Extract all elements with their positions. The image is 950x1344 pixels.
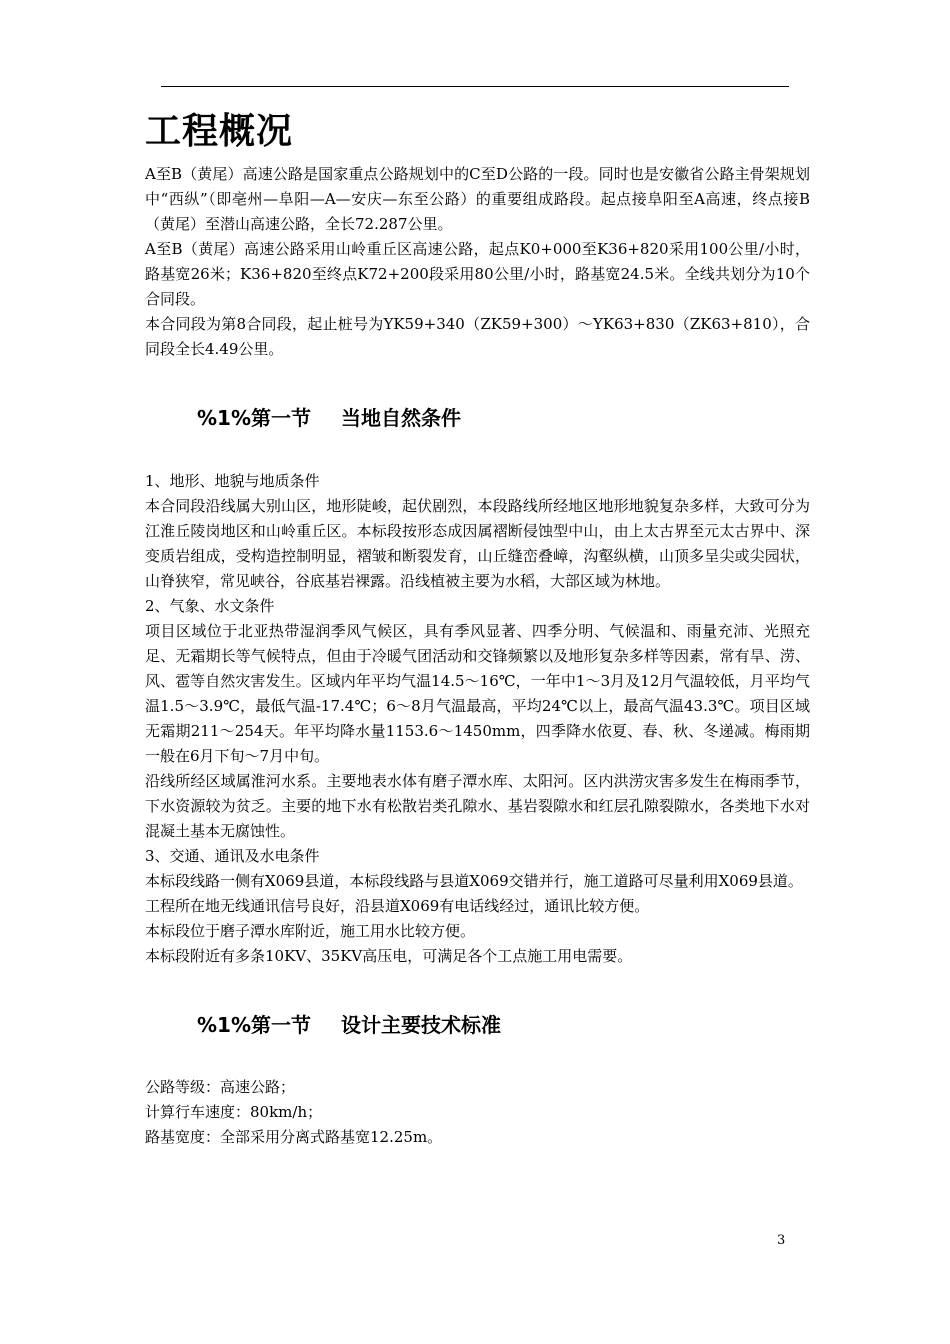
body-paragraph: 本标段线路一侧有X069县道，本标段线路与县道X069交错并行，施工道路可尽量利用X069县道。 — [145, 872, 803, 890]
page-content — [145, 106, 810, 1150]
intro-paragraph: A至B（黄尾）高速公路是国家重点公路规划中的C至D公路的一段。同时也是安徽省公路主骨架规划中“西纵”（即亳州—阜阳—A—安庆—东至公路）的重要组成路段。起点接阜阳至A高速，终点接B（黄尾）至潜山高速公路，全长72.287公里。 — [145, 165, 810, 233]
body-paragraph: 沿线所经区域属淮河水系。主要地表水体有磨子潭水库、太阳河。区内洪涝灾害多发生在梅雨季节，下水资源较为贫乏。主要的地下水有松散岩类孔隙水、基岩裂隙水和红层孔隙裂隙水，各类地下水对混凝土基本无腐蚀性。 — [145, 772, 810, 840]
intro-paragraph: A至B（黄尾）高速公路采用山岭重丘区高速公路，起点K0+000至K36+820采用100公里/小时，路基宽26米；K36+820至终点K72+200段采用80公里/小时，路基宽24.5米。全线共划分为10个合同段。 — [145, 240, 810, 308]
standard-item: 路基宽度：全部采用分离式路基宽12.25m。 — [145, 1128, 443, 1146]
header-rule — [161, 86, 789, 87]
section-title: 设计主要技术标准 — [341, 1013, 501, 1037]
standard-item: 公路等级：高速公路； — [145, 1078, 296, 1096]
section-number: %1%第一节 — [197, 406, 311, 430]
page-number: 3 — [777, 1233, 786, 1248]
section-heading-natural-conditions — [145, 403, 810, 433]
intro-paragraph: 本合同段为第8合同段，起止桩号为YK59+340（ZK59+300）～YK63+830（ZK63+810），合同段全长4.49公里。 — [145, 315, 810, 358]
body-paragraph: 本标段附近有多条10KV、35KV高压电，可满足各个工点施工用电需要。 — [145, 947, 633, 965]
body-paragraph: 本合同段沿线属大别山区，地形陡峻，起伏剧烈，本段路线所经地区地形地貌复杂多样，大致可分为江淮丘陵岗地区和山岭重丘区。本标段按形态成因属褶断侵蚀型中山，由上太古界至元太古界中、深变质岩组成，受构造控制明显，褶皱和断裂发育，山丘缝峦叠嶂，沟壑纵横，山顶多呈尖或尖园状，山脊狭窄，常见峡谷，谷底基岩裸露。沿线植被主要为水稻，大部区域为林地。 — [145, 497, 810, 590]
standard-item: 计算行车速度：80km/h； — [145, 1103, 323, 1121]
section-number: %1%第一节 — [197, 1013, 311, 1037]
subheading: 2、气象、水文条件 — [145, 597, 275, 615]
body-paragraph: 工程所在地无线通讯信号良好，沿县道X069有电话线经过，通讯比较方便。 — [145, 897, 650, 915]
subheading: 1、地形、地貌与地质条件 — [145, 472, 320, 490]
page-title: 工程概况 — [145, 111, 294, 152]
subheading: 3、交通、通讯及水电条件 — [145, 847, 320, 865]
section-title: 当地自然条件 — [341, 406, 461, 430]
section-heading-technical-standards — [145, 1010, 810, 1040]
body-paragraph: 项目区域位于北亚热带湿润季风气候区，具有季风显著、四季分明、气候温和、雨量充沛、光照充足、无霜期长等气候特点，但由于冷暖气团活动和交锋频繁以及地形复杂多样等因素，常有旱、涝、风、雹等自然灾害发生。区域内年平均气温14.5～16℃，一年中1～3月及12月气温较低，月平均气温1.5～3.9℃，最低气温-17.4℃；6～8月气温最高，平均24℃以上，最高气温43.3℃。项目区域无霜期211～254天。年平均降水量1153.6～1450mm，四季降水依夏、春、秋、冬递减。梅雨期一般在6月下旬～7月中旬。 — [145, 622, 810, 765]
body-paragraph: 本标段位于磨子潭水库附近，施工用水比较方便。 — [145, 922, 476, 940]
